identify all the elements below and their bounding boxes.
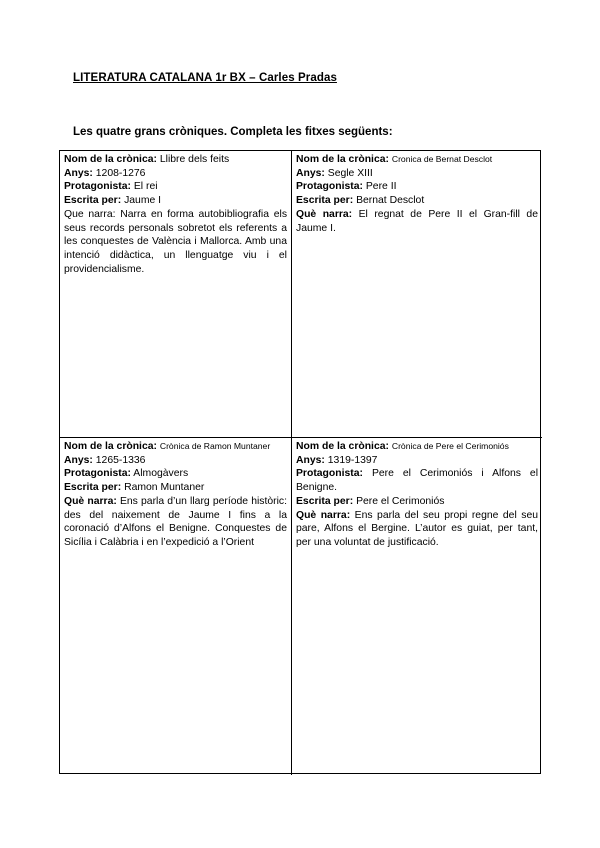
narrative: Narra en forma autobibliografia els seus records personals sobretot els referents a les conquestes de València i Mallorca. Amb una intenció didàctica, un llenguatge viu i el providencialisme. [64, 208, 288, 275]
author-row [64, 194, 287, 208]
years: Segle XIII [327, 167, 373, 179]
protagonist: Almogàvers [133, 468, 189, 480]
protagonist-label: Protagonista: [296, 181, 363, 193]
chronicle-name-row [64, 440, 287, 454]
author-label: Escrita per: [64, 195, 122, 207]
narrative-label: Què narra: [64, 495, 117, 507]
protagonist-row [64, 180, 287, 194]
chronicle-name-label: Nom de la crònica: [64, 154, 157, 165]
narrative: El regnat de Pere II el Gran-fill de Jaume I. [296, 208, 538, 234]
chronicle-card-2 [292, 151, 542, 438]
chronicle-name-label: Nom de la crònica: [296, 154, 389, 165]
years-label: Anys: [64, 167, 93, 179]
author-row [296, 194, 538, 208]
protagonist-row [296, 467, 538, 494]
author-row [296, 495, 538, 509]
years-row [64, 167, 287, 181]
narrative: Ens parla d’un llarg període històric: des del naixement de Jaume I fins a la coronació d’Alfons el Benigne. Conquestes de Sicília i Calàbria i en l’expedició a l’Orient [64, 495, 288, 548]
narrative-label: Que narra: [64, 208, 116, 220]
chronicles-table [59, 150, 541, 774]
chronicle-name-label: Nom de la crònica: [64, 441, 157, 452]
author-row [64, 481, 287, 495]
protagonist-label: Protagonista: [296, 468, 363, 480]
protagonist-row [296, 180, 538, 194]
author: Ramon Muntaner [124, 482, 205, 494]
years-label: Anys: [296, 454, 325, 466]
years-row [296, 167, 538, 181]
years: 1319-1397 [327, 454, 378, 466]
author: Bernat Desclot [356, 195, 425, 207]
chronicle-name-row [296, 440, 538, 454]
years: 1265-1336 [95, 454, 146, 466]
protagonist-label: Protagonista: [64, 181, 131, 193]
author: Jaume I [124, 195, 162, 207]
chronicle-card-1 [60, 151, 292, 438]
chronicle-name: Crònica de Ramon Muntaner [159, 441, 271, 451]
protagonist: Pere II [365, 181, 397, 193]
protagonist-label: Protagonista: [64, 468, 131, 480]
instructions: Les quatre grans cròniques. Completa les fitxes següents: [73, 126, 393, 138]
years-row [64, 454, 287, 468]
years-row [296, 454, 538, 468]
narrative-row [296, 509, 538, 550]
narrative: Ens parla del seu propi regne del seu pare, Alfons el Bergine. L’autor es guiat, per tant, per una voluntat de justificació. [296, 509, 539, 548]
protagonist: El rei [133, 181, 158, 193]
years-label: Anys: [64, 454, 93, 466]
narrative-row [296, 208, 538, 235]
narrative-label: Què narra: [296, 509, 351, 521]
chronicle-name: Cronica de Bernat Desclot [391, 154, 493, 164]
document-header: LITERATURA CATALANA 1r BX – Carles Pradas [73, 72, 337, 84]
narrative-row [64, 495, 287, 550]
protagonist: Pere el Cerimoniós i Alfons el Benigne. [296, 468, 539, 494]
author: Pere el Cerimoniós [356, 495, 445, 507]
chronicle-name-row [64, 153, 287, 167]
chronicle-name-row [296, 153, 538, 167]
chronicle-name: Crònica de Pere el Cerimoniós [391, 441, 509, 451]
years: 1208-1276 [95, 167, 146, 179]
chronicle-card-4 [292, 438, 542, 775]
chronicle-name: Llibre dels feits [159, 154, 230, 165]
author-label: Escrita per: [296, 495, 354, 507]
author-label: Escrita per: [296, 195, 354, 207]
protagonist-row [64, 467, 287, 481]
narrative-label: Què narra: [296, 208, 353, 220]
years-label: Anys: [296, 167, 325, 179]
author-label: Escrita per: [64, 482, 122, 494]
chronicle-card-3 [60, 438, 292, 775]
chronicle-name-label: Nom de la crònica: [296, 441, 389, 452]
narrative-row [64, 208, 287, 277]
